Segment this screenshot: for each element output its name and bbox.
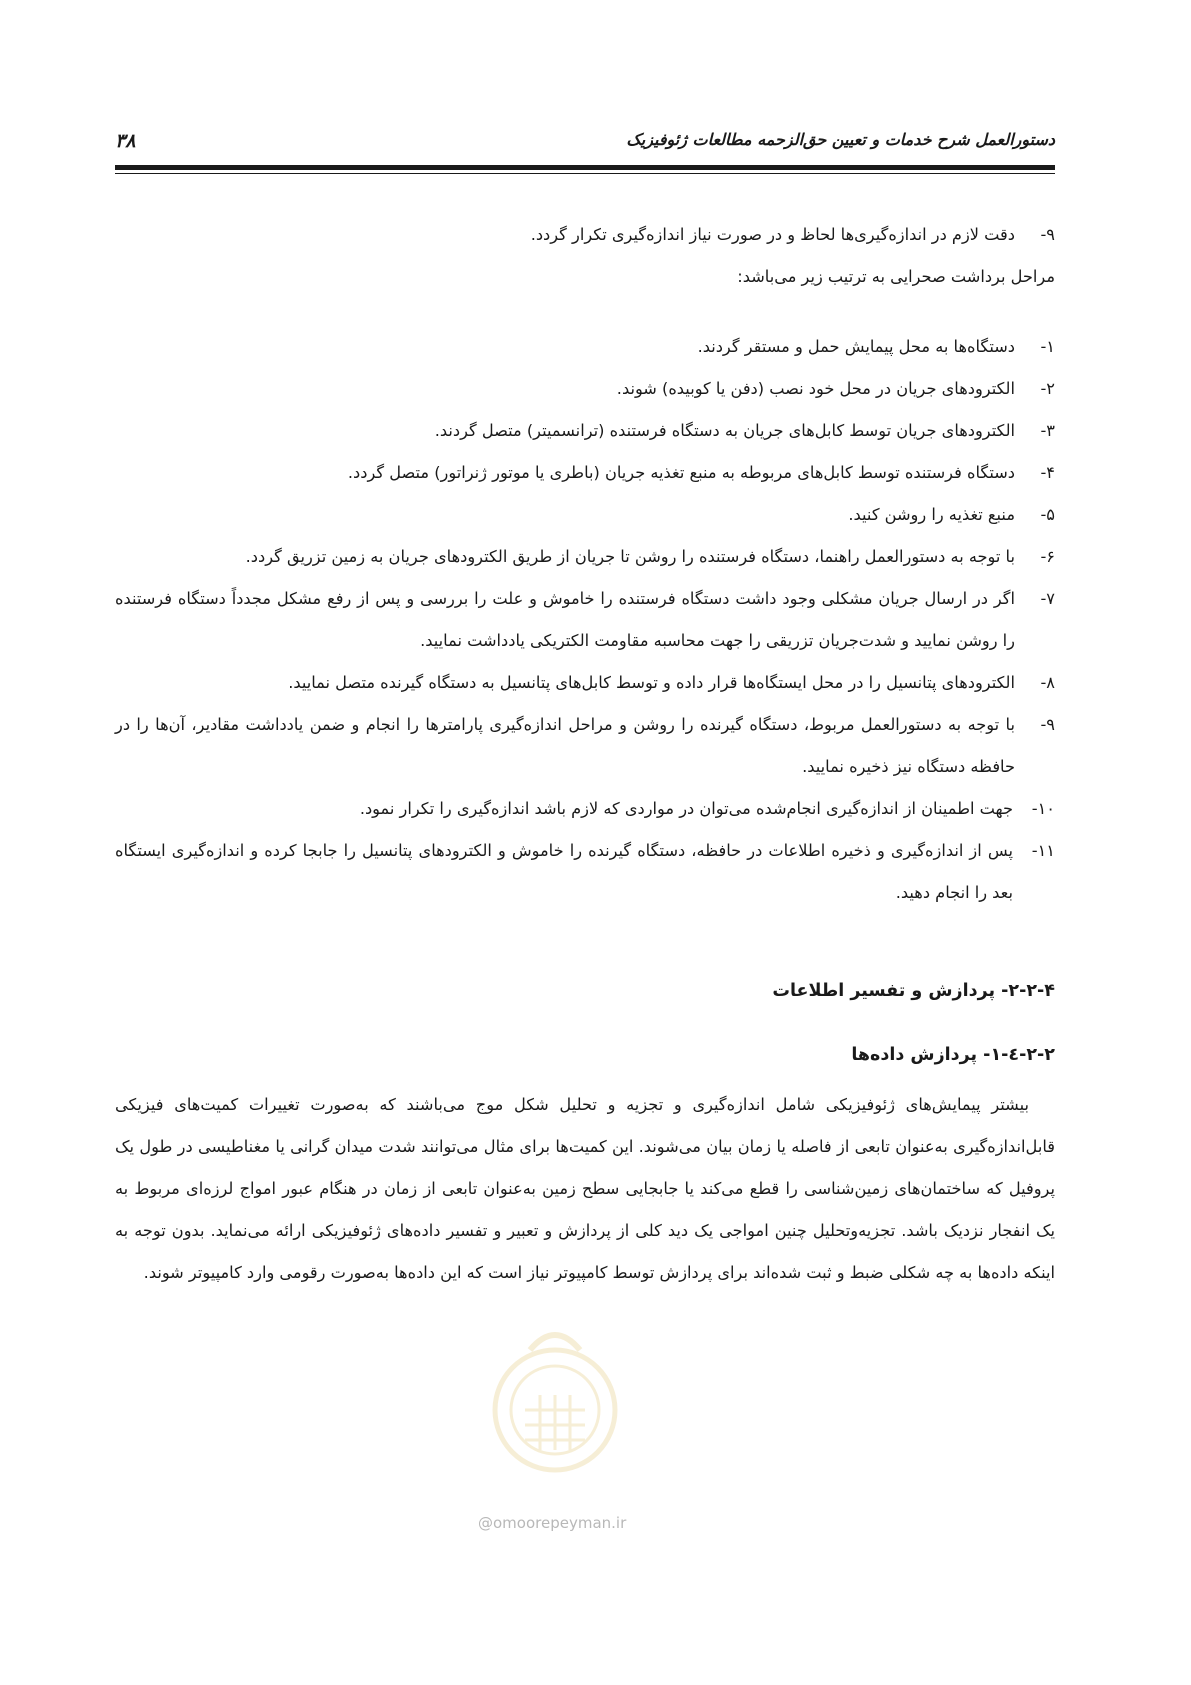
list-number: ۱۱- <box>1031 841 1055 860</box>
steps-list <box>115 326 1055 914</box>
list-number: ۵- <box>1040 505 1055 524</box>
list-text: جهت اطمینان از اندازه‌گیری انجام‌شده می‌توان در مواردی که لازم باشد اندازه‌گیری را تکرار نمود. <box>359 799 1013 818</box>
list-item <box>115 494 1055 536</box>
list-item <box>115 368 1055 410</box>
list-number: ۹- <box>1040 715 1055 734</box>
list-text: دستگاه‌ها به محل پیمایش حمل و مستقر گردند. <box>697 337 1015 356</box>
list-number: ۸- <box>1040 673 1055 692</box>
list-item <box>115 788 1055 830</box>
list-text: منبع تغذیه را روشن کنید. <box>848 505 1015 524</box>
list-item <box>115 578 1055 662</box>
list-number: ۲- <box>1040 379 1055 398</box>
list-text: دستگاه فرستنده توسط کابل‌های مربوطه به منبع تغذیه جریان (باطری یا موتور ژنراتور) متصل گردد. <box>347 463 1015 482</box>
list-item <box>115 536 1055 578</box>
watermark-seal-icon <box>470 1310 640 1500</box>
page-number: ۳۸ <box>115 130 136 152</box>
list-item <box>115 704 1055 788</box>
list-text: با توجه به دستورالعمل راهنما، دستگاه فرستنده را روشن تا جریان از طریق الکترودهای جریان به زمین تزریق گردد. <box>245 547 1015 566</box>
body-paragraph: بیشتر پیمایش‌های ژئوفیزیکی شامل اندازه‌گیری و تجزیه و تحلیل شکل موج می‌باشند که به‌صورت تغییرات کمیت‌های فیزیکی قابل‌اندازه‌گیری به‌عنوان تابعی از فاصله یا زمان بیان می‌شوند. این کمیت‌ها برای مثال می‌توانند شدت میدان گرانی یا مغناطیسی در طول یک پروفیل که ساختمان‌های زمین‌شناسی را قطع می‌کند یا جابجایی سطح زمین به‌عنوان تابعی از زمان در هنگام عبور امواج لرزه‌ای مربوط به یک انفجار نزدیک باشد. تجزیه‌وتحلیل چنین امواجی یک دید کلی از پردازش و تعبیر و تفسیر داده‌های ژئوفیزیکی ارائه می‌نماید. بدون توجه به اینکه داده‌ها به چه شکلی ضبط و ثبت شده‌اند برای پردازش توسط کامپیوتر نیاز است که این داده‌ها به‌صورت رقومی وارد کامپیوتر شوند. <box>115 1095 1055 1282</box>
list-item <box>115 410 1055 452</box>
running-title: دستورالعمل شرح خدمات و تعیین حق‌الزحمه مطالعات ژئوفیزیک <box>626 130 1055 149</box>
list-number: ۹- <box>1040 225 1055 244</box>
list-number: ۳- <box>1040 421 1055 440</box>
header-rule-thick <box>115 165 1055 170</box>
list-text: اگر در ارسال جریان مشکلی وجود داشت دستگاه فرستنده را خاموش و علت را بررسی و پس از رفع مشکل مجدداً دستگاه فرستنده را روشن نمایید و شدت‌جریان تزریقی را جهت محاسبه مقاومت الکتریکی یادداشت نمایید. <box>115 589 1015 650</box>
page-content <box>115 214 1055 1294</box>
list-text: الکترودهای جریان در محل خود نصب (دفن یا کوبیده) شوند. <box>616 379 1015 398</box>
list-item <box>115 662 1055 704</box>
list-number: ۶- <box>1040 547 1055 566</box>
intro-sentence: مراحل برداشت صحرایی به ترتیب زیر می‌باشد: <box>737 267 1055 286</box>
list-text: دقت لازم در اندازه‌گیری‌ها لحاظ و در صورت نیاز اندازه‌گیری تکرار گردد. <box>530 225 1015 244</box>
header-rule-thin <box>115 173 1055 174</box>
section-heading: ۲-۲-۴- پردازش و تفسیر اطلاعات <box>772 981 1055 1001</box>
list-number: ۱- <box>1040 337 1055 356</box>
intro-list-item <box>115 214 1055 256</box>
page-header <box>115 130 1055 160</box>
list-text: الکترودهای پتانسیل را در محل ایستگاه‌ها قرار داده و توسط کابل‌های پتانسیل به دستگاه گیرنده متصل نمایید. <box>288 673 1015 692</box>
list-item <box>115 326 1055 368</box>
list-text: با توجه به دستورالعمل مربوط، دستگاه گیرنده را روشن و مراحل اندازه‌گیری پارامترها را انجام و ضمن یادداشت مقادیر، آن‌ها را در حافظه دستگاه نیز ذخیره نمایید. <box>115 715 1015 776</box>
list-item <box>115 830 1055 914</box>
list-number: ۱۰- <box>1031 799 1055 818</box>
list-number: ۷- <box>1040 589 1055 608</box>
watermark-url: @omoorepeyman.ir <box>478 1514 627 1532</box>
subsection-heading: ۲-۲-٤-۱- پردازش داده‌ها <box>851 1045 1055 1065</box>
list-item <box>115 452 1055 494</box>
list-text: پس از اندازه‌گیری و ذخیره اطلاعات در حافظه، دستگاه گیرنده را خاموش و الکترودهای پتانسیل را جابجا کرده و اندازه‌گیری ایستگاه بعد را انجام دهید. <box>115 841 1013 902</box>
list-text: الکترودهای جریان توسط کابل‌های جریان به دستگاه فرستنده (ترانسمیتر) متصل گردند. <box>434 421 1015 440</box>
spacer <box>115 298 1055 326</box>
list-number: ۴- <box>1040 463 1055 482</box>
